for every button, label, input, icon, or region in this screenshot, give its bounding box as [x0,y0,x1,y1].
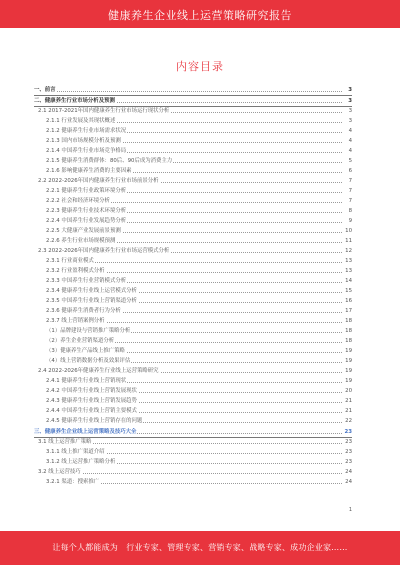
toc-entry-page: 18 [345,328,352,334]
toc-entry-label: 2.1.5 健康养生消费群体：80后、90后成为消费主力 [46,158,173,164]
toc-entry-label: 2.1.1 行业发展及其现状概述 [46,118,116,124]
toc-entry[interactable] [0,277,400,285]
toc-entry-page: 7 [348,198,352,204]
toc-entry[interactable] [0,428,400,436]
toc-entry-page: 4 [348,128,352,134]
toc-entry-label: 3.1.1 线上推广渠道介绍 [46,449,105,455]
toc-entry-label: 2.3.5 中国养生行业线上营销渠道分析 [46,298,137,304]
toc-entry-label: 2.3 2022-2026年国内健康养生行业市场运营模式分析 [38,248,170,254]
toc-entry-label: 2.1.6 影响健康养生消费的主要因素 [46,168,132,174]
report-header-bar [0,0,400,28]
toc-entry[interactable] [0,458,400,466]
toc-entry[interactable] [0,137,400,145]
toc-entry-label: 2.4.5 健康养生行业线上营销存在的问题 [46,418,143,424]
toc-entry-label: 二、健康养生行业市场分析及预测 [34,98,115,104]
page-number: 1 [348,507,352,513]
toc-entry-label: 2.2.5 大健康产业发展前景预测 [46,228,121,234]
toc-entry[interactable] [0,317,400,325]
footer-slogan: 让每个人都能成为 行业专家、管理专家、营销专家、战略专家、成功企业家…… [52,543,348,552]
toc-entry[interactable] [0,207,400,215]
toc-entry-label: 2.1.2 健康养生行业市场需求状况 [46,128,127,134]
toc-entry[interactable] [0,438,400,446]
toc-entry-page: 23 [345,449,352,455]
toc-entry-label: 2.3.3 中国养生行业营销模式分析 [46,278,127,284]
toc-entry-label: 2.4.4 中国养生行业线上营销主要模式 [46,408,137,414]
toc-entry[interactable] [0,377,400,385]
toc-leader-dots [34,91,342,92]
toc-entry-page: 19 [345,368,352,374]
toc-entry-page: 8 [348,208,352,214]
toc-entry-page: 24 [345,469,352,475]
toc-entry-label: 2.4.2 中国养生行业线上营销发展现状 [46,388,137,394]
toc-entry[interactable] [0,237,400,245]
toc-entry-label: 2.3.7 线上营销案例分析 [46,318,105,324]
toc-entry-label: 2.2.2 社会和经济环境分析 [46,198,110,204]
toc-entry-label: 3.2 线上运营技巧 [38,469,81,475]
toc-entry-page: 9 [348,218,352,224]
toc-entry-label: 2.3.4 健康养生行业线上运营模式分析 [46,288,137,294]
toc-entry-page: 19 [345,378,352,384]
toc-entry-page: 3 [348,98,352,104]
toc-entry[interactable] [0,387,400,395]
toc-entry-page: 21 [345,408,352,414]
toc-entry-page: 18 [345,338,352,344]
toc-entry[interactable] [0,86,400,94]
toc-entry[interactable] [0,197,400,205]
toc-entry-label: 3.1.2 线上运营推广策略分析 [46,459,116,465]
toc-entry-label: （1）品牌建设与营销推广策略分析 [46,328,131,334]
toc-entry-page: 23 [344,429,352,435]
toc-entry-page: 11 [345,238,352,244]
toc-entry-page: 3 [348,87,352,93]
toc-entry-label: 2.2.4 中国养生行业发展趋势分析 [46,218,127,224]
toc-heading: 内容目录 [176,60,224,73]
toc-entry-page: 3 [348,108,352,114]
toc-entry-label: 一、前言 [34,87,56,93]
toc-entry-page: 22 [345,418,352,424]
toc-entry-page: 24 [345,479,352,485]
toc-entry-page: 16 [345,298,352,304]
toc-entry-page: 12 [345,248,352,254]
toc-entry-page: 23 [345,459,352,465]
toc-entry-label: 2.1.4 中国养生行业市场竞争格局 [46,148,127,154]
toc-entry[interactable] [0,367,400,375]
toc-entry-page: 13 [345,258,352,264]
toc-entry[interactable] [0,347,400,355]
toc-entry-label: 2.3.2 行业盈利模式分析 [46,268,105,274]
toc-entry[interactable] [0,217,400,225]
toc-entry-label: （3）健康养生产品线上推广策略 [46,348,125,354]
toc-entry-label: 2.2.1 健康养生行业政策环境分析 [46,188,127,194]
report-title: 健康养生企业线上运营策略研究报告 [108,9,292,22]
toc-entry[interactable] [0,97,400,105]
toc-entry-label: 3.2.1 渠道：搜索推广 [46,479,100,485]
section-divider [34,95,352,96]
toc-entry-page: 10 [345,228,352,234]
toc-entry-label: 2.2 2022-2026年国内健康养生行业市场前景分析 [38,178,159,184]
toc-entry-label: 2.1.3 国内市场规模分析及预测 [46,138,121,144]
toc-entry[interactable] [0,247,400,255]
toc-entry[interactable] [0,307,400,315]
toc-entry-page: 21 [345,398,352,404]
toc-entry-page: 4 [348,148,352,154]
toc-entry-page: 20 [345,388,352,394]
toc-entry-page: 4 [348,138,352,144]
toc-entry[interactable] [0,107,400,115]
toc-entry-label: 三、健康养生企业线上运营策略及技巧大全 [34,429,137,435]
toc-entry[interactable] [0,227,400,235]
toc-entry[interactable] [0,407,400,415]
toc-entry[interactable] [0,417,400,425]
toc-entry-label: 2.2.6 养生行业市场规模预测 [46,238,116,244]
toc-entry-page: 23 [345,439,352,445]
toc-entry-page: 13 [345,268,352,274]
toc-entry-page: 14 [345,278,352,284]
toc-entry-page: 7 [348,178,352,184]
toc-entry-label: 2.4.3 健康养生行业线上营销发展趋势 [46,398,137,404]
toc-entry[interactable] [0,478,400,486]
toc-entry-label: 2.3.1 行业商业模式 [46,258,94,264]
toc-entry-label: （2）养生企业营销渠道分析 [46,338,115,344]
toc-entry[interactable] [0,397,400,405]
toc-entry[interactable] [0,147,400,155]
toc-leader-dots [38,473,342,474]
toc-entry[interactable] [0,157,400,165]
toc-entry-page: 15 [345,288,352,294]
toc-entry[interactable] [0,468,400,476]
toc-entry[interactable] [0,127,400,135]
toc-entry-label: 2.4.1 健康养生行业线上营销现状 [46,378,127,384]
toc-entry-page: 17 [345,308,352,314]
toc-entry-page: 19 [345,348,352,354]
toc-entry-page: 18 [345,318,352,324]
toc-entry-label: 2.4 2022-2026年健康养生行业线上运营策略研究 [38,368,159,374]
toc-entry-label: 2.2.3 健康养生行业技术环境分析 [46,208,127,214]
toc-entry[interactable] [0,267,400,275]
toc-entry-label: （4）线上营销数据分析及效果评估 [46,358,131,364]
toc-entry-page: 6 [348,168,352,174]
toc-entry-page: 3 [348,118,352,124]
toc-entry-label: 2.1 2017-2021年国内健康养生行业市场运行现状分析 [38,108,170,114]
toc-entry[interactable] [0,337,400,345]
toc-entry-page: 19 [345,358,352,364]
toc-entry[interactable] [0,177,400,185]
toc-entry-label: 3.1 线上运营推广策略 [38,439,92,445]
footer-bar [0,531,400,565]
toc-entry[interactable] [0,287,400,295]
toc-entry[interactable] [0,187,400,195]
toc-entry[interactable] [0,357,400,365]
toc-entry-label: 2.3.6 健康养生消费者行为分析 [46,308,121,314]
toc-entry[interactable] [0,257,400,265]
toc-entry[interactable] [0,297,400,305]
toc-entry[interactable] [0,167,400,175]
toc-entry-page: 7 [348,188,352,194]
toc-entry[interactable] [0,117,400,125]
toc-entry[interactable] [0,448,400,456]
toc-entry-page: 5 [348,158,352,164]
toc-entry[interactable] [0,327,400,335]
